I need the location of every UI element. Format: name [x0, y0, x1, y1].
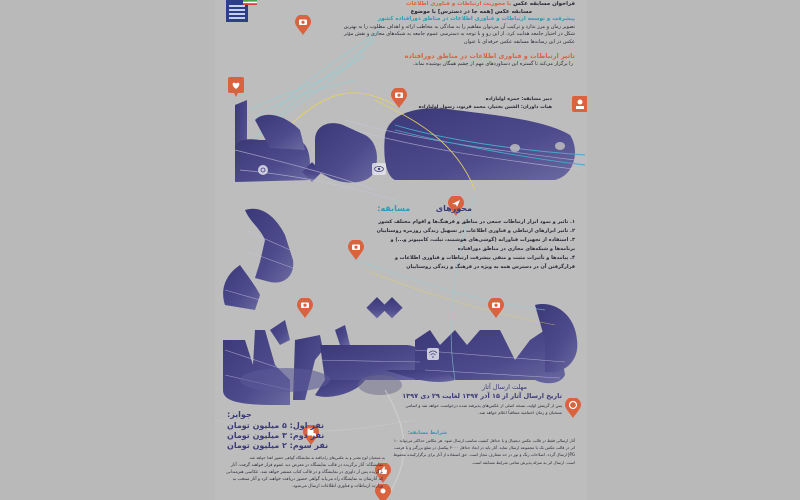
- camera-pin-icon: [295, 15, 311, 35]
- conditions-text: آثار ارسالی فقط در قالب عکس دیجیتال و با حداقل کیفیت مناسب ارسال شود. هر عکاس حداکثر می‌تواند ۱۰ اثر در قالب عکس تک یا مجموعه ارسال نماید. آثار باید در ابعاد حداقل ۳۰۰۰ پیکسل در ضلع بزرگتر و با فرمت JPG ارسال گردد. اصلاحات رنگ و نور در حد متعارف مجاز است. حق استفاده از آثار برای برگزارکننده محفوظ است. ارسال اثر به منزله پذیرش تمامی شرایط مسابقه است.: [393, 438, 575, 465]
- prize-second: نفر دوم: ۳ میلیون تومان: [227, 431, 325, 440]
- clock-pin-icon: [565, 398, 581, 418]
- intro-closing: را برگزار می‌کند تا گستره این دستاوردهای مهم از چشم همگان پوشیده نماند.: [413, 61, 573, 67]
- axes-item: ۴. پیامدها و تأثیرات مثبت و منفی پیشرفت ارتباطات و فناوری اطلاعات و قرارگرفتن آن در دسترس همه به ویژه در فرهنگ و زندگی روستاییان: [394, 255, 575, 270]
- camera-pin-icon: [297, 298, 313, 318]
- deadline-note: پس از گزینش اولیه، نسخه اصلی از عکس‌های پذیرفته شده درخواست خواهد شد و اسامی منتخبان و زمان اختتامیه متعاقباً اعلام خواهد شد.: [405, 403, 562, 415]
- title-line1-letters: [235, 100, 575, 183]
- eye-icon: [372, 163, 386, 175]
- camera-pin-icon: [488, 298, 504, 318]
- header-line2: مسابقه عکس [همه جا در دسترس] با موضوع: [410, 9, 532, 15]
- header-line1-accent: با محوریت ارتباطات و فناوری اطلاعات: [405, 1, 512, 7]
- deadline-date: تاریخ ارسال آثار از ۱۵ آذر ۱۳۹۷ لغایت ۲۹ دی ۱۳۹۷: [402, 392, 562, 400]
- header-line1-text: فراخوان مسابقه عکس: [511, 1, 575, 7]
- camera-pin-icon: [348, 240, 364, 260]
- contest-poster: [215, 0, 587, 500]
- heart-pin-icon: [228, 77, 244, 97]
- wifi-icon: [427, 348, 439, 360]
- axes-title: [377, 204, 472, 213]
- axes-item: ۲. تاثیر ابزارهای ارتباطی و فناوری اطلاعات در تسهیل زندگی روزمره روستاییان: [376, 228, 575, 234]
- prize-first: نفر اول: ۵ میلیون تومان: [227, 421, 325, 430]
- deadline-title: مهلت ارسال آثار: [482, 383, 527, 391]
- highlight-topic: تاثیر ارتباطات و فناوری اطلاعات در مناطق دورافتاده: [404, 52, 575, 60]
- axes-list: [370, 218, 575, 272]
- axes-item: ۱. تاثیر و نمود ابزار ارتباطات جمعی در مناطق و فرهنگ‌ها و اقوام مختلف کشور: [378, 219, 575, 225]
- prizes-list: [227, 421, 337, 451]
- header-line1: [345, 1, 575, 8]
- prizes-title: جوایز:: [227, 410, 252, 419]
- flag-icon: [243, 0, 257, 5]
- prizes-note: به منتخبان لوح تقدیر و به عکس‌های راه‌یافته به نمایشگاه گواهی حضور اهدا خواهد شد.: [248, 455, 385, 460]
- user-icon: [572, 96, 587, 116]
- header-subhead: پیشرفت و توسعه ارتباطات و فناوری اطلاعات در مناطق دورافتاده کشور: [378, 16, 575, 22]
- axes-item: ۳. استفاده از تجهیزات فناورانه (گوشی‌های هوشمند، تبلت، کامپیوتر و...) و برنامه‌ها و شبکه‌های مجازی در مناطق دورافتاده: [390, 237, 575, 252]
- axes-title-main: محورهای: [435, 204, 472, 213]
- location-circle-icon: [258, 165, 268, 175]
- secretary-credit: دبیر مسابقه: حمزه اولیازاده: [485, 97, 552, 102]
- conditions-title: شرایط مسابقه:: [407, 430, 447, 436]
- prize-third: نفر سوم: ۲ میلیون تومان: [227, 441, 329, 450]
- exhibition-paragraph: نمایشگاه: آثار برگزیده در قالب نمایشگاه در معرض دید عموم قرار خواهند گرفت. آثار برگزیده پس از داوری در نمایشگاه و در قالب کتاب منتشر خواهد شد. عکاسی هنرمندانی که آثارشان به نمایشگاه راه می‌یابد گواهی حضور دریافت خواهند کرد و آثار منتخب به وزارت ارتباطات و فناوری اطلاعات ارسال می‌شود.: [225, 463, 383, 489]
- title-line2-letters: [223, 209, 293, 310]
- axes-title-accent: مسابقه:: [377, 204, 411, 213]
- intro-paragraph: تصویر زمان و مرز ندارد و ترکیب آن می‌توان مفاهیم را به سادگی به مخاطب ارائه و اهداف مطلوب را به بهترین شکل در اختیار جامعه هدایت کرد. از این رو و با توجه به دسترسی عموم جامعه به شبکه‌های مجازی و نقش مؤثر عکس در این رسانه‌ها مسابقه عکس حرفه‌ای با عنوان: [343, 24, 575, 45]
- jury-credit: هیات داوران: الشین بختیار، محمد فرنود، رسول اولیازاده: [418, 105, 552, 110]
- credits-block: [352, 96, 552, 112]
